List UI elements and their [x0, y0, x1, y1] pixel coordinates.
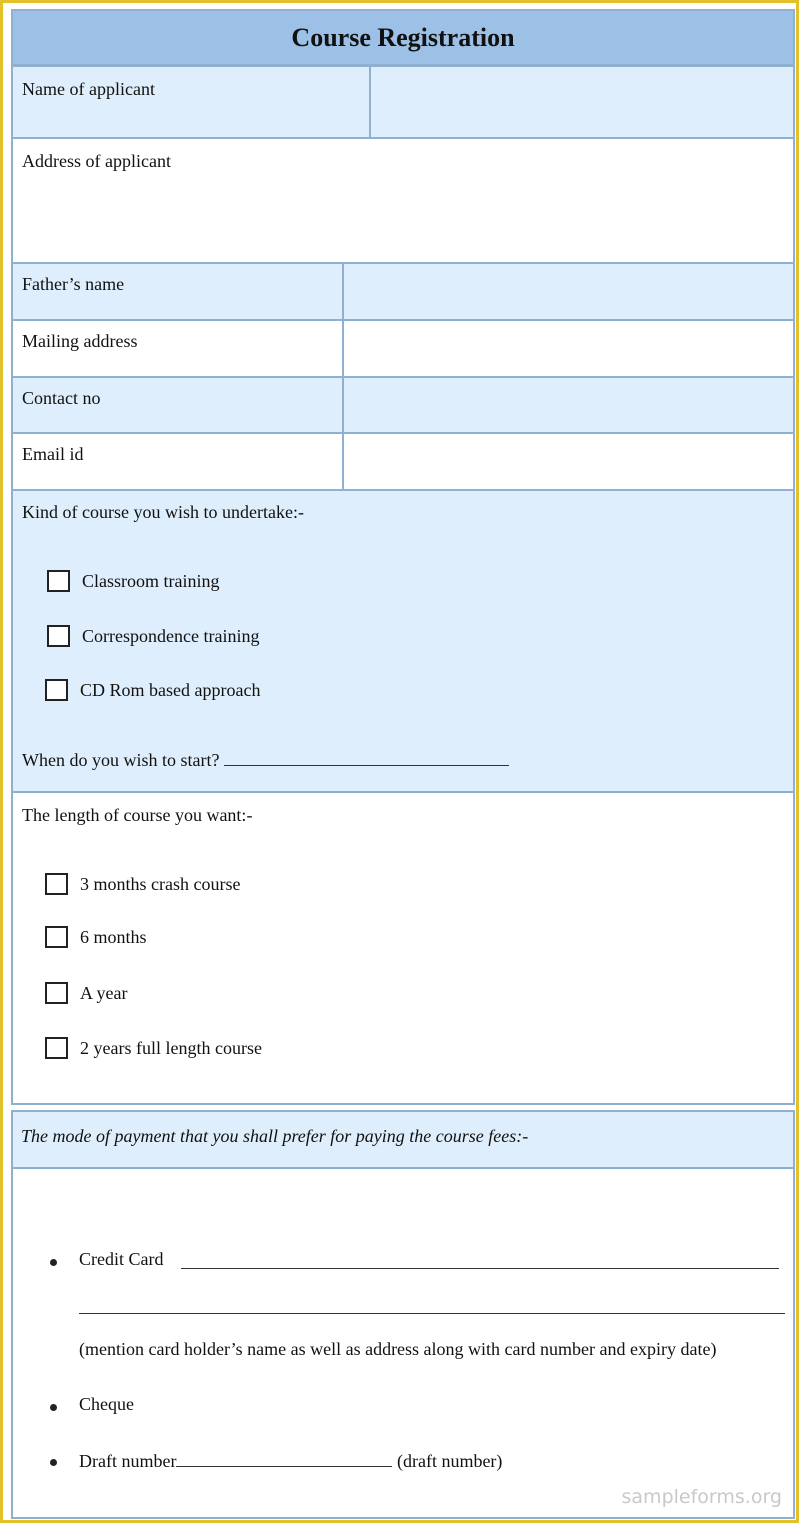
contact-input-cell[interactable]	[342, 376, 795, 434]
name-input-cell[interactable]	[369, 65, 795, 139]
mailing-label-cell	[11, 319, 344, 378]
option-label: CD Rom based approach	[80, 679, 261, 700]
option-label: Classroom training	[82, 570, 220, 591]
course-length-section	[11, 791, 795, 1105]
option-3-months[interactable]	[45, 873, 240, 895]
credit-card-line[interactable]	[181, 1268, 779, 1269]
checkbox[interactable]	[47, 570, 70, 592]
bullet-icon	[50, 1259, 57, 1266]
start-date-label: When do you wish to start?	[22, 750, 220, 770]
form-title: Course Registration	[11, 9, 795, 66]
credit-card-row	[79, 1249, 163, 1270]
email-input-cell[interactable]	[342, 432, 795, 491]
payment-section	[11, 1167, 795, 1519]
address-label: Address of applicant	[22, 151, 171, 171]
option-label: 6 months	[80, 926, 147, 947]
credit-card-note: (mention card holder’s name as well as address along with card number and expiry date)	[79, 1339, 717, 1359]
email-label: Email id	[22, 444, 84, 464]
draft-line[interactable]	[176, 1449, 392, 1467]
course-kind-section	[11, 489, 795, 793]
payment-label: The mode of payment that you shall prefer for paying the course fees:-	[21, 1126, 529, 1146]
draft-row	[79, 1449, 502, 1472]
mailing-input-cell[interactable]	[342, 319, 795, 378]
option-label: 3 months crash course	[80, 873, 241, 894]
bullet-icon	[50, 1459, 57, 1466]
draft-label: Draft number	[79, 1451, 177, 1471]
course-length-label: The length of course you want:-	[22, 805, 253, 825]
watermark: sampleforms.org	[621, 1486, 782, 1508]
checkbox[interactable]	[45, 982, 68, 1004]
draft-suffix: (draft number)	[396, 1451, 503, 1471]
email-label-cell	[11, 432, 344, 491]
option-label: A year	[80, 982, 128, 1003]
father-label-cell	[11, 262, 344, 321]
father-input-cell[interactable]	[342, 262, 795, 321]
credit-card-label: Credit Card	[79, 1249, 164, 1269]
start-date-line[interactable]	[224, 748, 509, 766]
checkbox[interactable]	[45, 926, 68, 948]
option-classroom[interactable]	[47, 570, 220, 592]
option-label: 2 years full length course	[80, 1037, 262, 1058]
option-2-years[interactable]	[45, 1037, 262, 1059]
address-cell[interactable]	[11, 137, 795, 264]
course-kind-label: Kind of course you wish to undertake:-	[22, 502, 304, 522]
option-6-months[interactable]	[45, 926, 147, 948]
bullet-icon	[50, 1404, 57, 1411]
checkbox[interactable]	[45, 1037, 68, 1059]
name-label-cell	[11, 65, 371, 139]
checkbox[interactable]	[45, 679, 68, 701]
checkbox[interactable]	[45, 873, 68, 895]
payment-header	[11, 1110, 795, 1169]
option-cdrom[interactable]	[45, 679, 260, 701]
start-date-row	[22, 748, 509, 771]
option-label: Correspondence training	[82, 625, 260, 646]
contact-label: Contact no	[22, 388, 101, 408]
contact-label-cell	[11, 376, 344, 434]
name-label: Name of applicant	[22, 79, 155, 99]
checkbox[interactable]	[47, 625, 70, 647]
father-label: Father’s name	[22, 274, 125, 294]
cheque-label: Cheque	[79, 1394, 134, 1414]
option-a-year[interactable]	[45, 982, 127, 1004]
option-correspondence[interactable]	[47, 625, 259, 647]
credit-card-line-2[interactable]	[79, 1313, 785, 1314]
mailing-label: Mailing address	[22, 331, 138, 351]
